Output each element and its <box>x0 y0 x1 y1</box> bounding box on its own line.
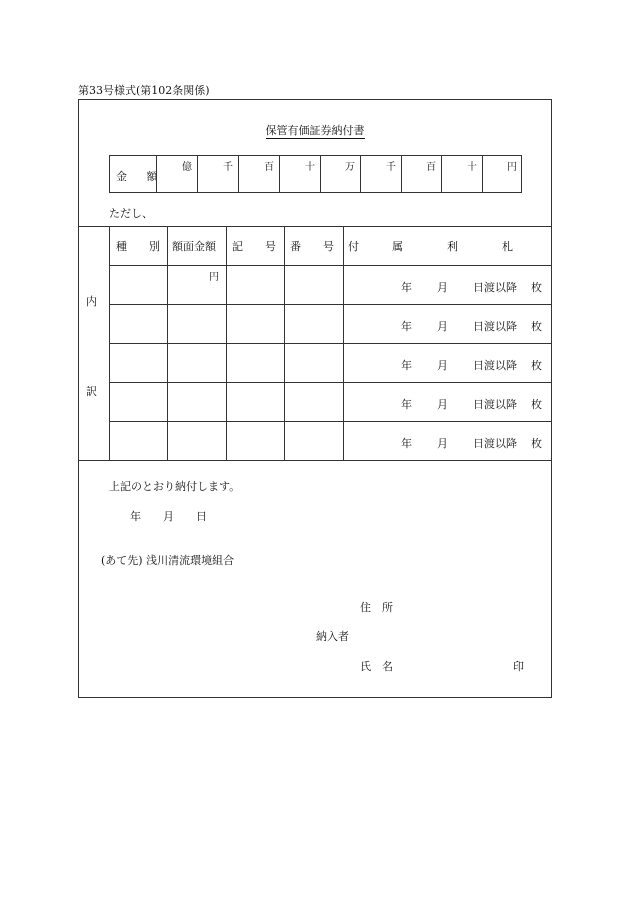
seal-label: 印 <box>513 660 524 673</box>
table-row-border <box>109 343 552 344</box>
row-year: 年 <box>401 398 412 411</box>
col-header-bango: 番 号 <box>290 240 334 253</box>
table-col-divider <box>226 226 227 460</box>
name-label: 氏 名 <box>360 660 393 673</box>
table-col-divider <box>284 226 285 460</box>
table-col-divider <box>343 226 344 460</box>
amount-cell-hyaku-man[interactable]: 百 <box>238 156 280 192</box>
address-label: 住 所 <box>360 601 393 614</box>
row-date-suffix: 日渡以降 <box>473 398 517 411</box>
tadashi-label: ただし、 <box>109 207 153 220</box>
row-count-unit: 枚 <box>531 398 542 411</box>
amount-cell-en[interactable]: 円 <box>482 156 523 192</box>
row-date-suffix: 日渡以降 <box>473 437 517 450</box>
yen-unit: 円 <box>209 272 219 283</box>
side-label-wake: 訳 <box>86 385 97 398</box>
row-count-unit: 枚 <box>531 359 542 372</box>
row-month: 月 <box>437 437 448 450</box>
table-row-border <box>109 304 552 305</box>
row-month: 月 <box>437 320 448 333</box>
table-col-divider <box>109 226 110 460</box>
row-count-unit: 枚 <box>531 437 542 450</box>
row-year: 年 <box>401 359 412 372</box>
row-date-suffix: 日渡以降 <box>473 359 517 372</box>
row-year: 年 <box>401 437 412 450</box>
table-top-border <box>78 226 552 227</box>
amount-cell-sen-man[interactable]: 千 <box>197 156 239 192</box>
row-month: 月 <box>437 398 448 411</box>
amount-cell-hyaku[interactable]: 百 <box>401 156 442 192</box>
col-header-kigo: 記 号 <box>232 240 276 253</box>
declaration-text: 上記のとおり納付します。 <box>109 480 241 493</box>
row-count-unit: 枚 <box>531 281 542 294</box>
form-title: 保管有価証券納付書 <box>265 124 365 137</box>
row-year: 年 <box>401 281 412 294</box>
table-header-border <box>109 265 552 266</box>
amount-label: 金 額 <box>116 170 166 183</box>
amount-cell-sen[interactable]: 千 <box>360 156 402 192</box>
row-count-unit: 枚 <box>531 320 542 333</box>
amount-box <box>109 155 522 193</box>
row-date-suffix: 日渡以降 <box>473 281 517 294</box>
addressee: (あて先) 浅川清流環境組合 <box>101 554 235 567</box>
payer-label: 納入者 <box>316 630 349 643</box>
table-col-divider <box>167 226 168 460</box>
date-line: 年 月 日 <box>130 510 207 523</box>
col-header-gakumen: 額面金額 <box>172 240 216 253</box>
amount-cell-ju-man[interactable]: 十 <box>279 156 321 192</box>
row-date-suffix: 日渡以降 <box>473 320 517 333</box>
amount-cell-man[interactable]: 万 <box>320 156 361 192</box>
row-month: 月 <box>437 359 448 372</box>
row-year: 年 <box>401 320 412 333</box>
amount-cell-oku[interactable]: 億 <box>156 156 198 192</box>
row-month: 月 <box>437 281 448 294</box>
amount-cell-ju[interactable]: 十 <box>441 156 483 192</box>
col-header-shubetsu: 種 別 <box>116 240 160 253</box>
table-row-border <box>109 421 552 422</box>
col-header-fuzoku: 付 属 利 札 <box>348 240 513 253</box>
table-row-border <box>109 382 552 383</box>
side-label-uchi: 内 <box>86 295 97 308</box>
table-bottom-border <box>78 460 552 461</box>
form-number: 第33号様式(第102条関係) <box>78 84 210 97</box>
